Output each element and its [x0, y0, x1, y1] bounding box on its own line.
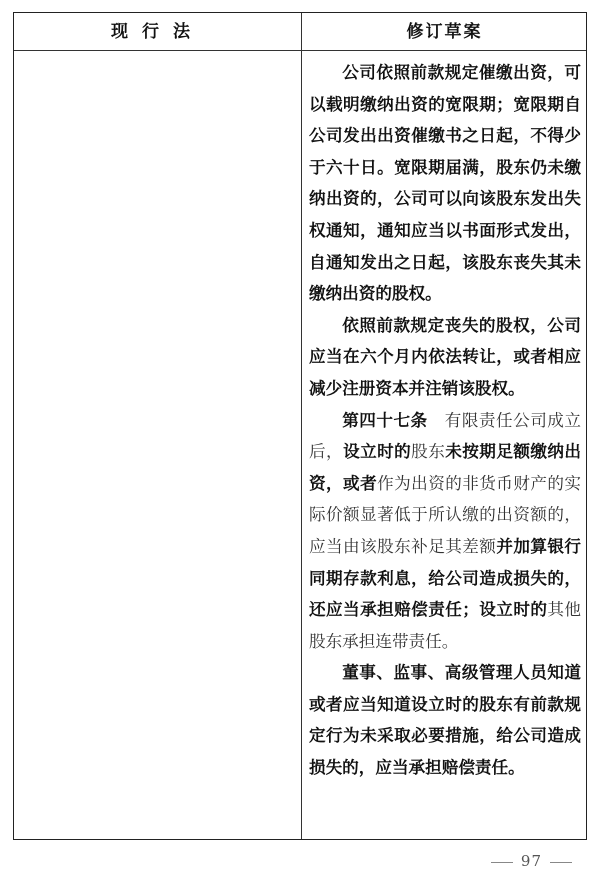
- current-law-column: [14, 51, 301, 839]
- paragraph-directors-liability: 董事、监事、高级管理人员知道或者应当知道设立时的股东有前款规定行为未采取必要措施，给公司造成损失的，应当承担赔偿责任。: [309, 663, 581, 778]
- paragraph-grace-period: 公司依照前款规定催缴出资，可以载明缴纳出资的宽限期；宽限期自公司发出出资催缴书之日起，不得少于六十日。宽限期届满，股东仍未缴纳出资的，公司可以向该股东发出失权通知，通知应当以书面形式发出，自通知发出之日起，该股东丧失其未缴纳出资的股权。: [309, 63, 581, 304]
- page-number-value: 97: [520, 852, 542, 870]
- article-text-7: 其他股东承担连带责任。: [309, 600, 582, 651]
- article-text-5: 作为出资的非货币财产的实际价额显著低于所认缴的出资额的，应当由该股东补足其差额: [309, 473, 582, 556]
- comparison-table: [13, 12, 587, 840]
- article-text-4: 未按期足额缴纳出资，或者: [309, 442, 582, 493]
- page-number: [483, 852, 580, 870]
- paragraph-article-47: [309, 405, 581, 658]
- header-current-law: 现行法: [111, 22, 204, 42]
- revised-draft-column: [309, 57, 581, 784]
- article-text-1: 有限责任公司成立后，: [309, 410, 581, 462]
- header-revised-draft: 修订草案: [406, 22, 483, 42]
- article-text-2: 设立时的: [343, 442, 412, 462]
- page-dash-left: [491, 862, 513, 863]
- table-header-row: [14, 13, 586, 51]
- paragraph-forfeited-equity: 依照前款规定丧失的股权，公司应当在六个月内依法转让，或者相应减少注册资本并注销该股权。: [309, 315, 581, 398]
- article-number: 第四十七条: [342, 410, 428, 430]
- column-divider: [301, 13, 302, 839]
- page-dash-right: [550, 862, 572, 863]
- article-text-3: 股东: [411, 442, 446, 462]
- article-text-6: 并加算银行同期存款利息，给公司造成损失的，还应当承担赔偿责任；设立时的: [309, 536, 582, 620]
